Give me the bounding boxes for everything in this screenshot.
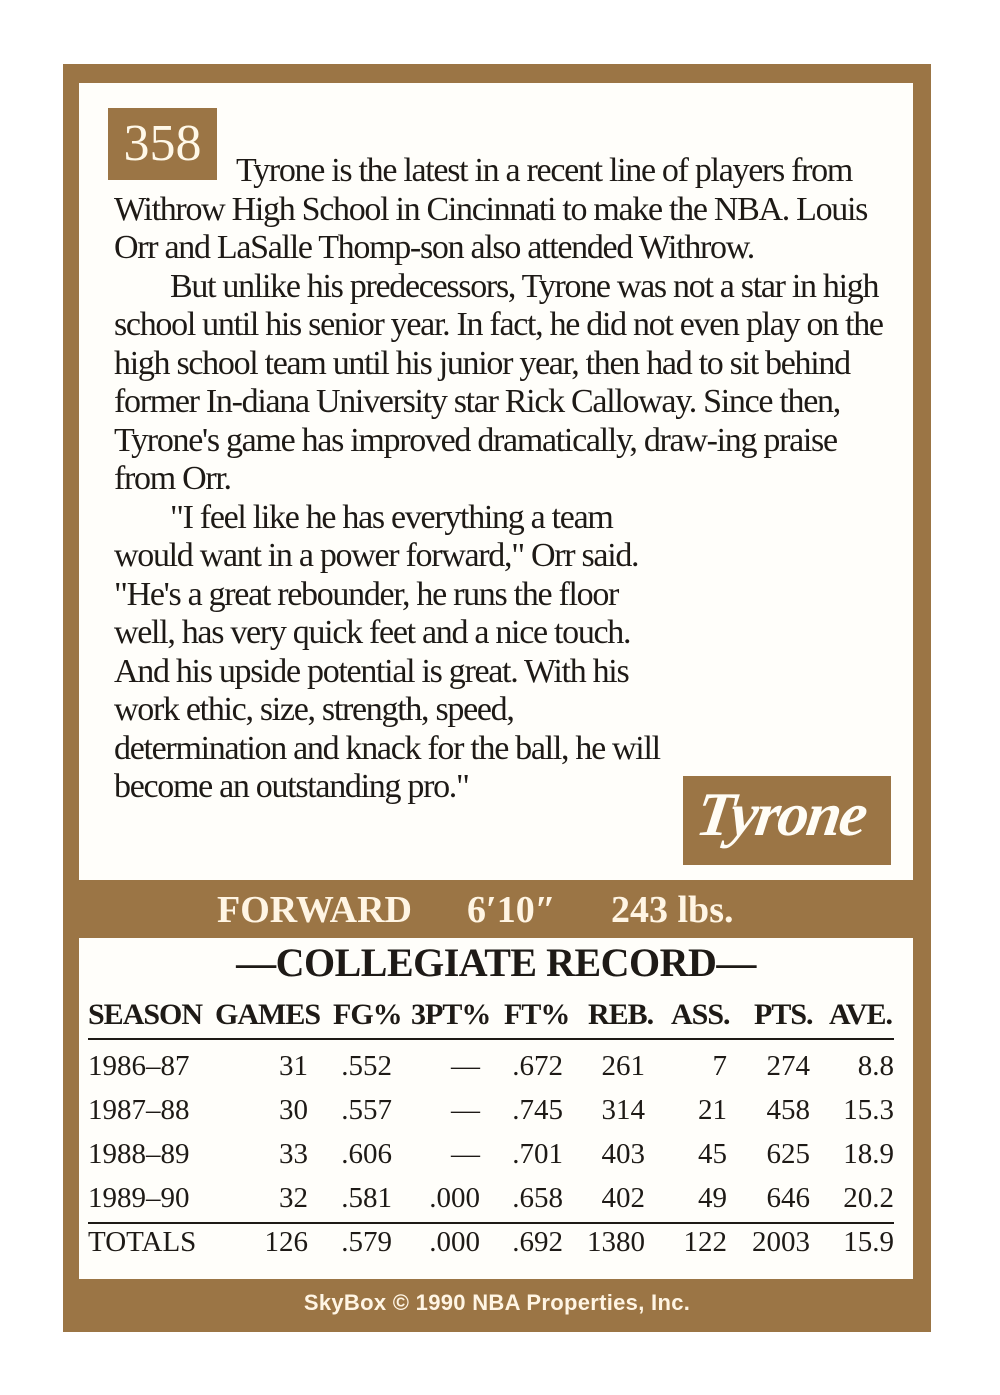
cell-ass: 7: [712, 1050, 727, 1082]
cell-fg: .606: [341, 1138, 392, 1170]
cell-fg: .581: [341, 1182, 392, 1214]
cell-games: 32: [279, 1182, 308, 1214]
table-row: [88, 1094, 894, 1134]
cell-reb: 261: [601, 1050, 645, 1082]
bio-text: [114, 152, 884, 807]
col-pts: PTS.: [754, 998, 813, 1031]
cell-3pt: .000: [429, 1182, 480, 1214]
height: 6′10″: [467, 889, 556, 931]
totals-row: [88, 1226, 894, 1266]
cell-3pt: —: [451, 1094, 480, 1126]
cell-pts: 625: [766, 1138, 810, 1170]
col-ave: AVE.: [829, 998, 892, 1031]
col-ass: ASS.: [671, 998, 730, 1031]
col-fg: FG%: [333, 998, 402, 1031]
record-title: —COLLEGIATE RECORD—: [236, 940, 756, 985]
cell-fg: .579: [341, 1226, 392, 1258]
cell-ass: 122: [683, 1226, 727, 1258]
copyright-footer: SkyBox © 1990 NBA Properties, Inc.: [303, 1290, 691, 1315]
cell-season: 1986–87: [88, 1050, 190, 1082]
bio-paragraph-3: "I feel like he has everything a team would want in a power forward," Orr said. "He's a great rebounder, he runs the floor well, has very quick feet and a nice touch. And his upside potential is great. With his work ethic, size, strength, speed, determination and knack for the ball, he will become an outstanding pro.": [114, 498, 660, 805]
cell-reb: 403: [601, 1138, 645, 1170]
cell-ass: 45: [698, 1138, 727, 1170]
cell-pts: 458: [766, 1094, 810, 1126]
cell-ave: 15.9: [843, 1226, 894, 1258]
cell-ass: 49: [698, 1182, 727, 1214]
header-rule: [88, 1038, 894, 1040]
table-row: [88, 1050, 894, 1090]
cell-games: 30: [279, 1094, 308, 1126]
cell-3pt: .000: [429, 1226, 480, 1258]
table-row: [88, 1182, 894, 1222]
table-row: [88, 1138, 894, 1178]
signature-name-plate: [683, 776, 891, 865]
cell-ave: 18.9: [843, 1138, 894, 1170]
col-season: SEASON: [88, 998, 203, 1031]
cell-ft: .672: [512, 1050, 563, 1082]
cell-ass: 21: [698, 1094, 727, 1126]
cell-reb: 314: [601, 1094, 645, 1126]
position: FORWARD: [217, 889, 412, 931]
totals-rule: [88, 1222, 894, 1224]
col-ft: FT%: [504, 998, 570, 1031]
cell-ft: .745: [512, 1094, 563, 1126]
cell-reb: 1380: [587, 1226, 645, 1258]
cell-reb: 402: [601, 1182, 645, 1214]
stats-header-row: [88, 998, 894, 1038]
cell-ave: 8.8: [857, 1050, 894, 1082]
cell-ft: .701: [512, 1138, 563, 1170]
cell-ave: 15.3: [843, 1094, 894, 1126]
cell-ave: 20.2: [843, 1182, 894, 1214]
player-vitals: [63, 886, 931, 936]
cell-games: 126: [264, 1226, 308, 1258]
cell-season: TOTALS: [88, 1226, 197, 1258]
cell-season: 1989–90: [88, 1182, 190, 1214]
cell-pts: 646: [766, 1182, 810, 1214]
cell-ft: .658: [512, 1182, 563, 1214]
cell-fg: .552: [341, 1050, 392, 1082]
card-number: 358: [108, 108, 217, 180]
cell-pts: 274: [766, 1050, 810, 1082]
cell-pts: 2003: [752, 1226, 810, 1258]
col-3pt: 3PT%: [411, 998, 491, 1031]
cell-season: 1987–88: [88, 1094, 190, 1126]
cell-ft: .692: [512, 1226, 563, 1258]
bio-paragraph-1: Tyrone is the latest in a recent line of players from Withrow High School in Cincinnati to make the NBA. Louis Orr and LaSalle Thomp-son also attended Withrow.: [114, 152, 868, 266]
weight: 243 lbs.: [611, 889, 734, 931]
cell-season: 1988–89: [88, 1138, 190, 1170]
col-games: GAMES: [215, 998, 321, 1031]
signature-name: Tyrone: [692, 781, 871, 849]
col-reb: REB.: [588, 998, 654, 1031]
cell-games: 31: [279, 1050, 308, 1082]
cell-fg: .557: [341, 1094, 392, 1126]
cell-3pt: —: [451, 1138, 480, 1170]
bio-paragraph-2: But unlike his predecessors, Tyrone was not a star in high school until his senior year. In fact, he did not even play on the high school team until his junior year, then had to sit behind former In-diana University star Rick Calloway. Since then, Tyrone's game has improved dramatically, draw-ing praise from Orr.: [114, 267, 883, 497]
cell-3pt: —: [451, 1050, 480, 1082]
cell-games: 33: [279, 1138, 308, 1170]
